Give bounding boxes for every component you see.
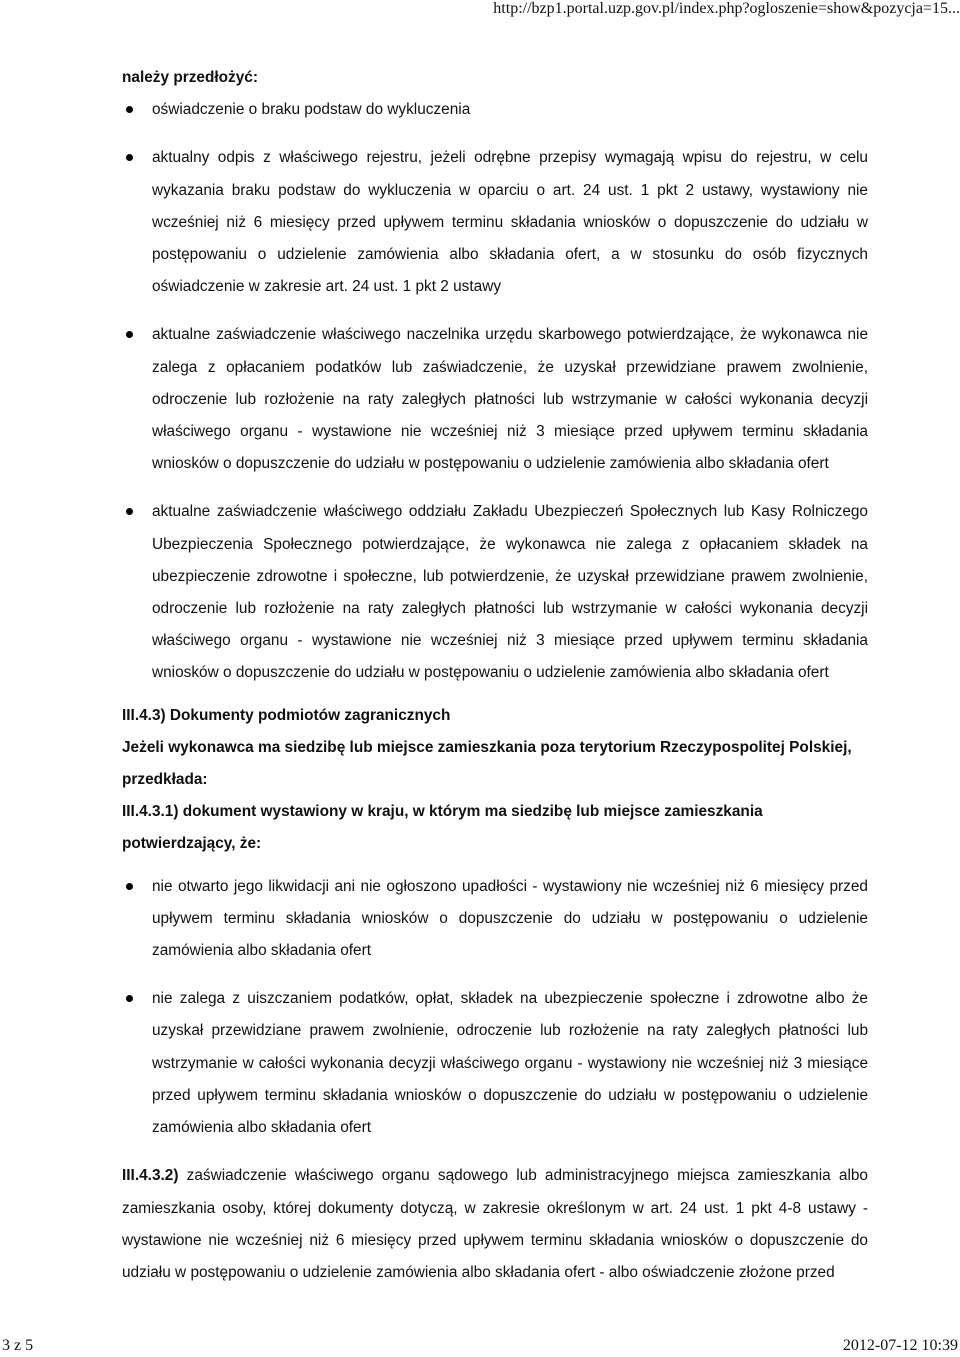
- spacer: [122, 126, 868, 142]
- list-item: nie otwarto jego likwidacji ani nie ogłoszono upadłości - wystawiony nie wcześniej niż 6 miesięcy przed upływem terminu składania wniosków o dopuszczenie do udziału w postępowaniu o udzielenie zamówienia albo składania ofert: [122, 871, 868, 968]
- section-332-label: III.4.3.2): [122, 1167, 179, 1185]
- list-item: nie zalega z uiszczaniem podatków, opłat, składek na ubezpieczenie społeczne i zdrowotne albo że uzyskał przewidziane prawem zwolnienie, odroczenie lub rozłożenie na raty zaległych płatności lub wstrzymanie w całości wykonania decyzji właściwego organu - wystawiony nie wcześniej niż 3 miesiące przed upływem terminu składania wniosków o dopuszczenie do udziału w postępowaniu o udzielenie zamówienia albo składania ofert: [122, 983, 868, 1144]
- spacer: [122, 967, 868, 983]
- print-datetime: 2012-07-12 10:39: [842, 1337, 958, 1354]
- subsection-title: III.4.3.1) dokument wystawiony w kraju, w którym ma siedzibę lub miejsce zamieszkania potwierdzający, że:: [122, 803, 763, 853]
- section-332-text: zaświadczenie właściwego organu sądowego lub administracyjnego miejsca zamieszkania albo zamieszkania osoby, której dokumenty dotyczą, w zakresie określonym w art. 24 ust. 1 pkt 4-8 ustawy - wystawione nie wcześniej niż 6 miesięcy przed upływem terminu składania wniosków o dopuszczenie do udziału w postępowaniu o udzielenie zamówienia albo składania ofert - albo oświadczenie złożone przed: [122, 1167, 868, 1281]
- list-item: aktualne zaświadczenie właściwego oddziału Zakładu Ubezpieczeń Społecznych lub Kasy Rolniczego Ubezpieczenia Społecznego potwierdzające, że wykonawca nie zalega z opłacaniem składek na ubezpieczenie zdrowotne i społeczne, lub potwierdzenie, że uzyskał przewidziane prawem zwolnienie, odroczenie lub rozłożenie na raty zaległych płatności lub wstrzymanie w całości wykonania decyzji właściwego organu - wystawione nie wcześniej niż 3 miesiące przed upływem terminu składania wniosków o dopuszczenie do udziału w postępowaniu o udzielenie zamówienia albo składania ofert: [122, 496, 868, 689]
- section-subtitle: Jeżeli wykonawca ma siedzibę lub miejsce zamieszkania poza terytorium Rzeczypospolitej Polskiej, przedkłada:: [122, 738, 852, 789]
- foreign-documents-list: [122, 871, 868, 1145]
- list-item: aktualny odpis z właściwego rejestru, jeżeli odrębne przepisy wymagają wpisu do rejestru, w celu wykazania braku podstaw do wykluczenia w oparciu o art. 24 ust. 1 pkt 2 ustawy, wystawiony nie wcześniej niż 6 miesięcy przed upływem terminu składania wniosków o dopuszczenie do udziału w postępowaniu o udzielenie zamówienia albo składania ofert, a w stosunku do osób fizycznych oświadczenie w zakresie art. 24 ust. 1 pkt 2 ustawy: [122, 142, 868, 303]
- spacer: [122, 480, 868, 496]
- list-item: aktualne zaświadczenie właściwego naczelnika urzędu skarbowego potwierdzające, że wykonawca nie zalega z opłacaniem podatków lub zaświadczenie, że uzyskał przewidziane prawem zwolnienie, odroczenie lub rozłożenie na raty zaległych płatności lub wstrzymanie w całości wykonania decyzji właściwego organu - wystawione nie wcześniej niż 3 miesiące przed upływem terminu składania wniosków o dopuszczenie do udziału w postępowaniu o udzielenie zamówienia albo składania ofert: [122, 319, 868, 480]
- page-number: 3 z 5: [2, 1337, 34, 1354]
- document-body: [122, 62, 868, 1289]
- section-title: III.4.3) Dokumenty podmiotów zagranicznych: [122, 706, 451, 724]
- required-documents-list: [122, 94, 868, 689]
- spacer: [122, 303, 868, 319]
- section-332-paragraph: [122, 1160, 868, 1289]
- spacer: [122, 690, 868, 700]
- list-item: oświadczenie o braku podstaw do wykluczenia: [122, 94, 868, 126]
- intro-heading: należy przedłożyć:: [122, 69, 258, 86]
- page-url-header: http://bzp1.portal.uzp.gov.pl/index.php?ogloszenie=show&pozycja=15...: [493, 0, 960, 17]
- spacer: [122, 1144, 868, 1160]
- spacer: [122, 861, 868, 871]
